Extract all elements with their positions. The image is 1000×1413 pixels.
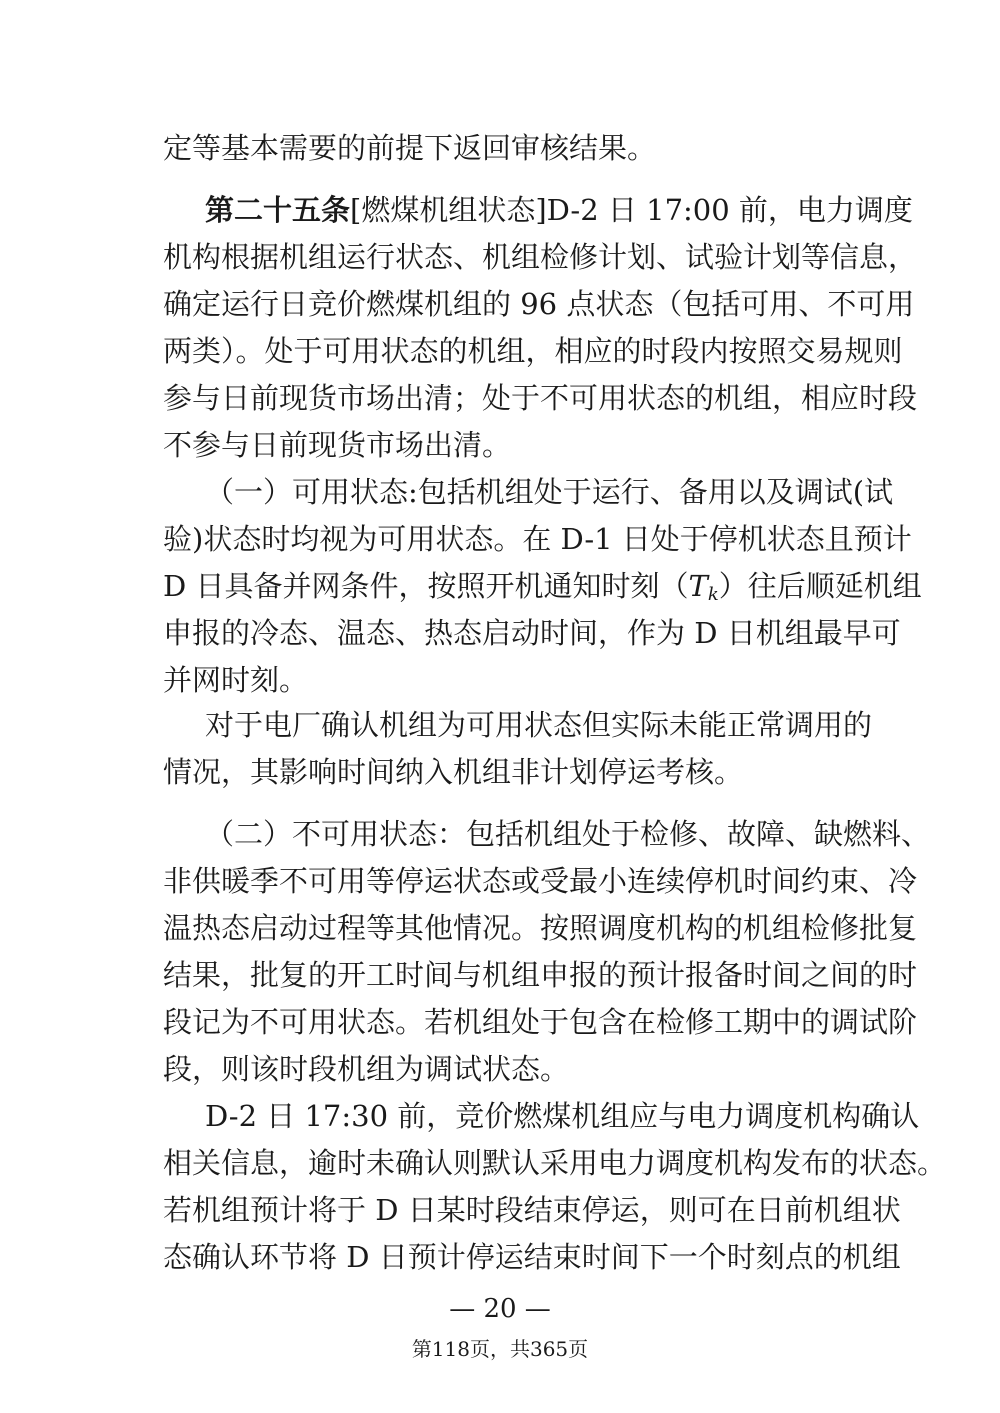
section-heading-line: （二）不可用状态：包括机组处于检修、故障、缺燃料、 bbox=[205, 817, 931, 851]
text-line: 申报的冷态、温态、热态启动时间，作为 D 日机组最早可 bbox=[163, 616, 901, 650]
text-line: 段记为不可用状态。若机组处于包含在检修工期中的调试阶 bbox=[163, 1005, 918, 1039]
text-line: 段，则该时段机组为调试状态。 bbox=[163, 1052, 570, 1086]
text-line: 结果，批复的开工时间与机组申报的预计报备时间之间的时 bbox=[163, 958, 918, 992]
tk-symbol: T bbox=[688, 569, 708, 603]
page-number: — 20 — bbox=[449, 1294, 551, 1324]
section-heading-line: （一）可用状态:包括机组处于运行、备用以及调试(试 bbox=[205, 475, 894, 509]
text-line: 验)状态时均视为可用状态。在 D-1 日处于停机状态且预计 bbox=[163, 522, 912, 556]
text-line: D-2 日 17:30 前，竞价燃煤机组应与电力调度机构确认 bbox=[205, 1099, 920, 1133]
text-line: 对于电厂确认机组为可用状态但实际未能正常调用的 bbox=[205, 708, 873, 742]
text-line: 并网时刻。 bbox=[163, 663, 309, 697]
text-line: 不参与日前现货市场出清。 bbox=[163, 428, 512, 462]
text-line: 非供暖季不可用等停运状态或受最小连续停机时间约束、冷 bbox=[163, 864, 918, 898]
text-line: 温热态启动过程等其他情况。按照调度机构的机组检修批复 bbox=[163, 911, 918, 945]
article-heading-line: 第二十五条[燃煤机组状态]D-2 日 17:00 前，电力调度 bbox=[205, 193, 913, 227]
text-line: 机构根据机组运行状态、机组检修计划、试验计划等信息， bbox=[163, 240, 918, 274]
text-line: 参与日前现货市场出清；处于不可用状态的机组，相应时段 bbox=[163, 381, 918, 415]
text-line: 态确认环节将 D 日预计停运结束时间下一个时刻点的机组 bbox=[163, 1240, 901, 1274]
text-line: 确定运行日竞价燃煤机组的 96 点状态（包括可用、不可用 bbox=[163, 287, 915, 321]
text-line: 若机组预计将于 D 日某时段结束停运，则可在日前机组状 bbox=[163, 1193, 901, 1227]
page-total: 第118页，共365页 bbox=[411, 1337, 589, 1361]
text-line: 两类）。处于可用状态的机组，相应的时段内按照交易规则 bbox=[163, 334, 903, 368]
text-line: 情况，其影响时间纳入机组非计划停运考核。 bbox=[163, 755, 744, 789]
text-line: 相关信息，逾时未确认则默认采用电力调度机构发布的状态。 bbox=[163, 1146, 947, 1180]
article-number: 第二十五条 bbox=[205, 193, 351, 227]
text-line: D 日具备并网条件，按照开机通知时刻$(T_k)$往后顺延机组 bbox=[163, 569, 922, 605]
text-line: 定等基本需要的前提下返回审核结果。 bbox=[163, 131, 657, 165]
